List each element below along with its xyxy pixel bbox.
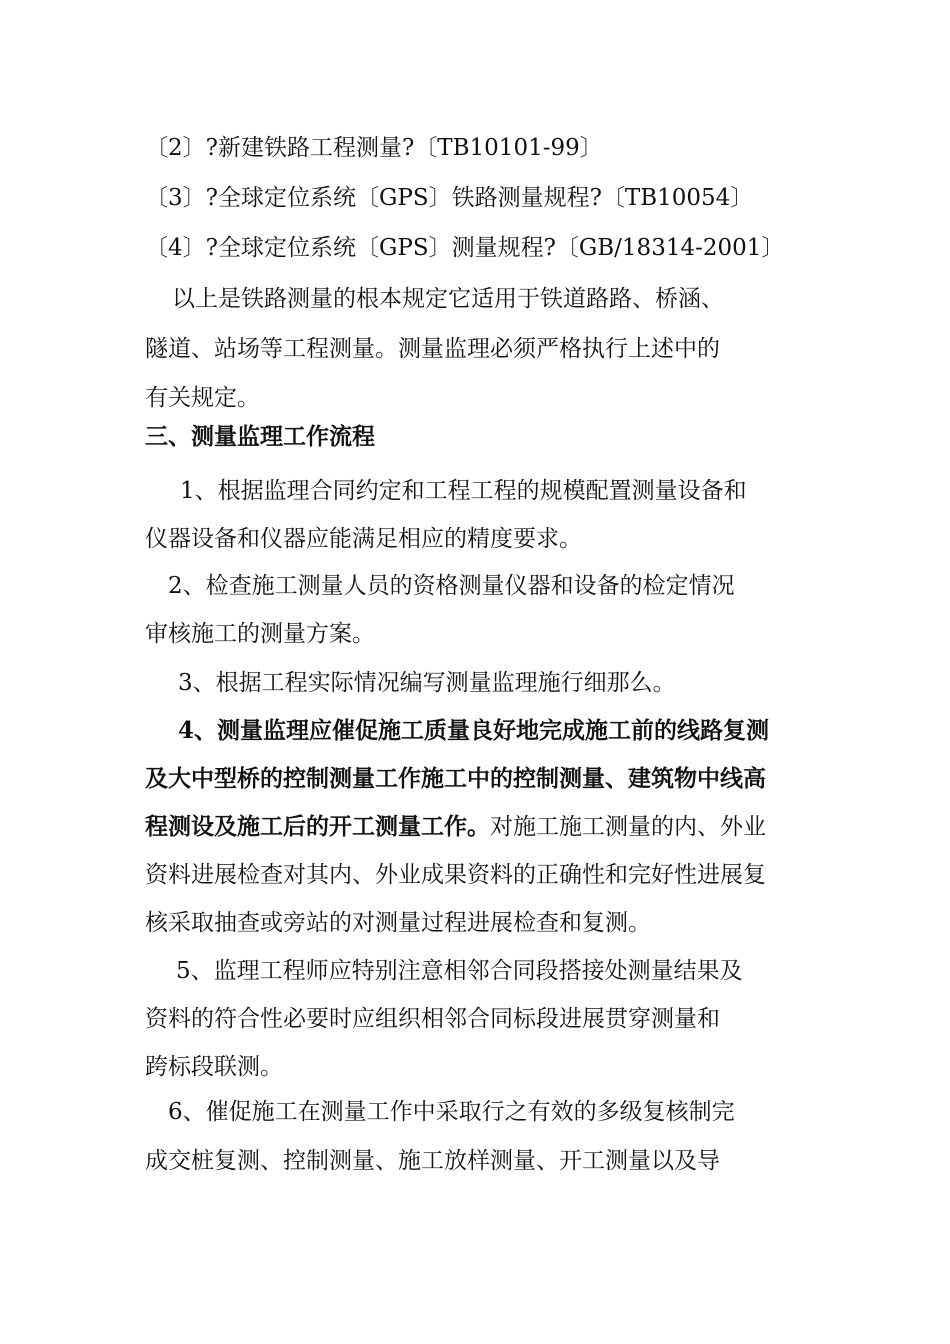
- intro-line-1: 以上是铁路测量的根本规定它适用于铁道路路、桥涵、: [172, 286, 724, 312]
- item-1-line-2: 仪器设备和仪器应能满足相应的精度要求。: [145, 526, 582, 552]
- item-2-line-1: 2、检查施工测量人员的资格测量仪器和设备的检定情况: [168, 573, 735, 599]
- item-4-line-2: 及大中型桥的控制测量工作施工中的控制测量、建筑物中线高: [145, 765, 766, 792]
- reference-line-2: 〔2〕?新建铁路工程测量?〔TB10101-99〕: [145, 135, 603, 161]
- item-4-line-3: [145, 812, 845, 842]
- item-4-line-1: 4、测量监理应催促施工质量良好地完成施工前的线路复测: [178, 717, 770, 744]
- item-3-line-1: 3、根据工程实际情况编写测量监理施行细那么。: [178, 670, 676, 696]
- item-5-line-2: 资料的符合性必要时应组织相邻合同标段进展贯穿测量和: [145, 1006, 720, 1032]
- item-4-line-5: 核采取抽查或旁站的对测量过程进展检查和复测。: [145, 910, 651, 936]
- intro-line-2: 隧道、站场等工程测量。测量监理必须严格执行上述中的: [145, 336, 720, 362]
- reference-line-4: 〔4〕?全球定位系统〔GPS〕测量规程?〔GB/18314-2001〕: [145, 235, 785, 261]
- item-6-line-1: 6、催促施工在测量工作中采取行之有效的多级复核制完: [168, 1099, 735, 1125]
- item-6-line-2: 成交桩复测、控制测量、施工放样测量、开工测量以及导: [145, 1148, 720, 1174]
- item-4-line-3-bold: 程测设及施工后的开工测量工作。: [145, 813, 490, 840]
- reference-line-3: 〔3〕?全球定位系统〔GPS〕铁路测量规程?〔TB10054〕: [145, 185, 754, 211]
- item-4-line-4: 资料进展检查对其内、外业成果资料的正确性和完好性进展复: [145, 862, 766, 888]
- intro-line-3: 有关规定。: [145, 385, 260, 411]
- item-5-line-3: 跨标段联测。: [145, 1054, 283, 1080]
- item-4-line-3-rest: 对施工施工测量的内、外业: [490, 814, 766, 840]
- item-1-line-1: 1、根据监理合同约定和工程工程的规模配置测量设备和: [180, 478, 747, 504]
- section-heading: 三、测量监理工作流程: [145, 423, 375, 450]
- item-2-line-2: 审核施工的测量方案。: [145, 621, 375, 647]
- item-5-line-1: 5、监理工程师应特别注意相邻合同段搭接处测量结果及: [176, 958, 743, 984]
